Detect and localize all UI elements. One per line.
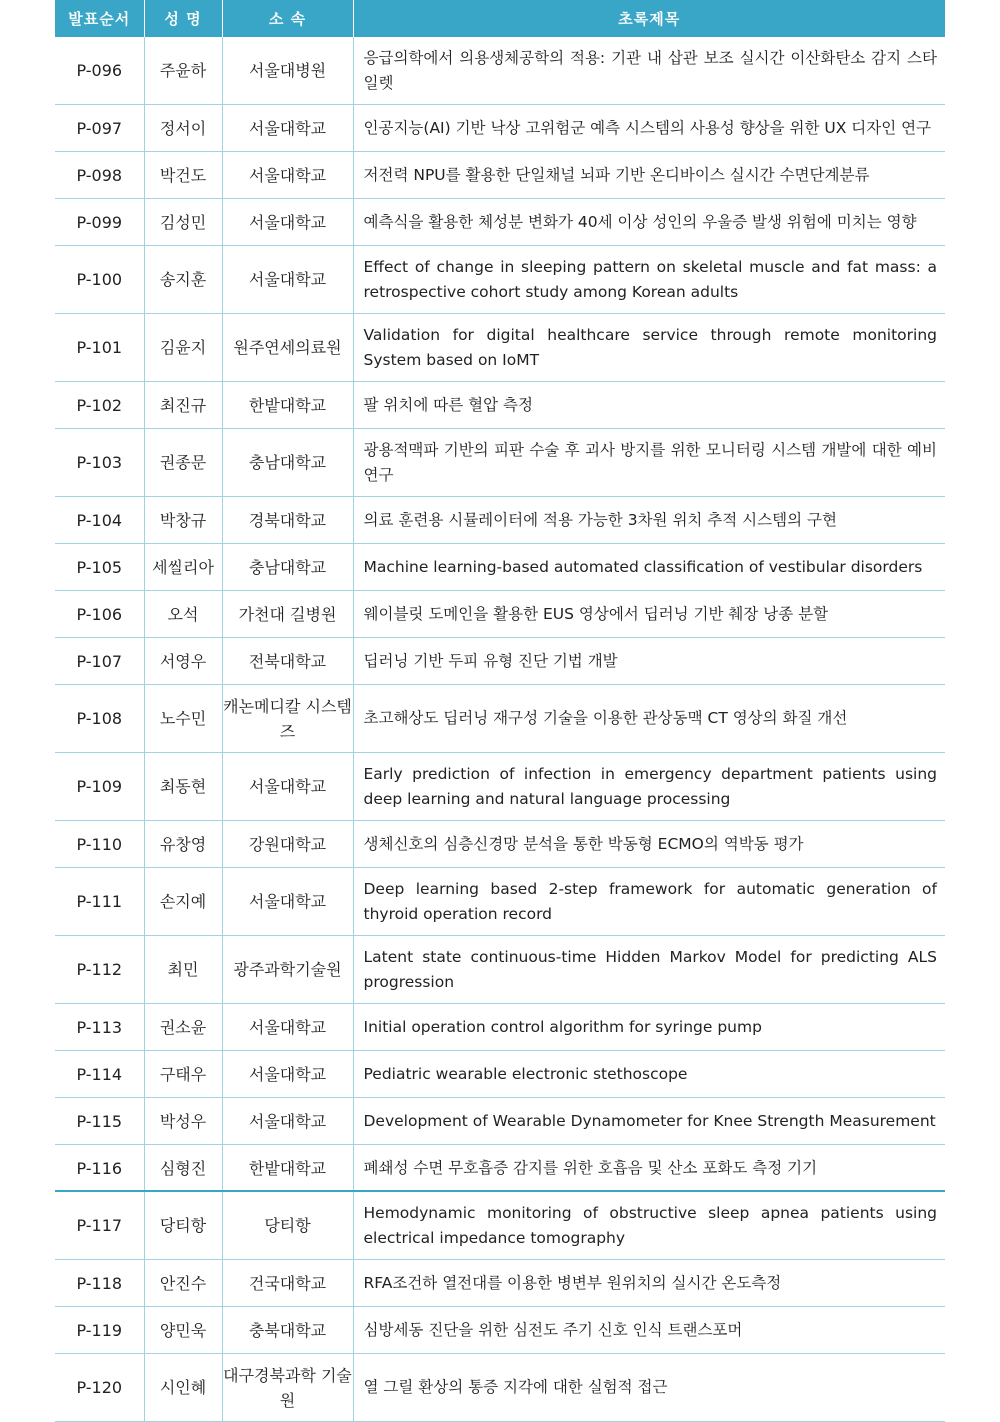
presenter-name-cell: 송지훈 bbox=[144, 246, 222, 314]
table-row bbox=[55, 1307, 945, 1354]
presentation-order-cell: P-103 bbox=[55, 429, 144, 497]
affiliation-cell: 당티항 bbox=[222, 1192, 353, 1260]
presentation-order-cell: P-119 bbox=[55, 1307, 144, 1354]
table-row bbox=[55, 429, 945, 497]
affiliation-cell: 전북대학교 bbox=[222, 638, 353, 685]
abstract-title-cell: 인공지능(AI) 기반 낙상 고위험군 예측 시스템의 사용성 향상을 위한 UX 디자인 연구 bbox=[353, 105, 945, 152]
presentation-order-cell: P-114 bbox=[55, 1051, 144, 1098]
presenter-name-cell: 최진규 bbox=[144, 382, 222, 429]
presenter-name-cell: 구태우 bbox=[144, 1051, 222, 1098]
abstract-title-cell: Initial operation control algorithm for syringe pump bbox=[353, 1004, 945, 1051]
presenter-name-cell: 권종문 bbox=[144, 429, 222, 497]
table-row bbox=[55, 105, 945, 152]
table-row bbox=[55, 638, 945, 685]
presenter-name-cell: 유창영 bbox=[144, 821, 222, 868]
abstract-title-cell: 의료 훈련용 시뮬레이터에 적용 가능한 3차원 위치 추적 시스템의 구현 bbox=[353, 497, 945, 544]
table-row bbox=[55, 821, 945, 868]
abstract-title-cell: 광용적맥파 기반의 피판 수술 후 괴사 방지를 위한 모니터링 시스템 개발에 대한 예비연구 bbox=[353, 429, 945, 497]
header-abstract-title: 초록제목 bbox=[353, 0, 945, 37]
presentation-order-cell: P-120 bbox=[55, 1354, 144, 1422]
affiliation-cell: 서울대학교 bbox=[222, 1004, 353, 1051]
presentation-order-cell: P-099 bbox=[55, 199, 144, 246]
table-row bbox=[55, 868, 945, 936]
presenter-name-cell: 김성민 bbox=[144, 199, 222, 246]
affiliation-cell: 한밭대학교 bbox=[222, 382, 353, 429]
presenter-name-cell: 주윤하 bbox=[144, 37, 222, 105]
table-row bbox=[55, 1145, 945, 1192]
abstract-title-cell: Latent state continuous-time Hidden Markov Model for predicting ALS progression bbox=[353, 936, 945, 1004]
table-row bbox=[55, 1192, 945, 1260]
presentation-order-cell: P-116 bbox=[55, 1145, 144, 1192]
presenter-name-cell: 손지예 bbox=[144, 868, 222, 936]
table-row bbox=[55, 152, 945, 199]
header-affiliation: 소 속 bbox=[222, 0, 353, 37]
abstract-title-cell: 예측식을 활용한 체성분 변화가 40세 이상 성인의 우울증 발생 위험에 미치는 영향 bbox=[353, 199, 945, 246]
table-header bbox=[55, 0, 945, 37]
presenter-name-cell: 정서이 bbox=[144, 105, 222, 152]
abstract-title-cell: Deep learning based 2-step framework for automatic generation of thyroid operation record bbox=[353, 868, 945, 936]
abstract-title-cell: 팔 위치에 따른 혈압 측정 bbox=[353, 382, 945, 429]
table-row bbox=[55, 497, 945, 544]
presenter-name-cell: 심형진 bbox=[144, 1145, 222, 1192]
abstract-title-cell: 초고해상도 딥러닝 재구성 기술을 이용한 관상동맥 CT 영상의 화질 개선 bbox=[353, 685, 945, 753]
presenter-name-cell: 최민 bbox=[144, 936, 222, 1004]
presentation-order-cell: P-098 bbox=[55, 152, 144, 199]
abstract-title-cell: Machine learning-based automated classification of vestibular disorders bbox=[353, 544, 945, 591]
abstract-title-cell: 열 그릴 환상의 통증 지각에 대한 실험적 접근 bbox=[353, 1354, 945, 1422]
table-row bbox=[55, 314, 945, 382]
affiliation-cell: 대구경북과학 기술원 bbox=[222, 1354, 353, 1422]
table-row bbox=[55, 591, 945, 638]
presenter-name-cell: 김윤지 bbox=[144, 314, 222, 382]
presentation-order-cell: P-101 bbox=[55, 314, 144, 382]
header-name: 성 명 bbox=[144, 0, 222, 37]
presenter-name-cell: 안진수 bbox=[144, 1260, 222, 1307]
presentation-order-cell: P-100 bbox=[55, 246, 144, 314]
table-row bbox=[55, 1354, 945, 1422]
poster-abstract-table bbox=[55, 0, 945, 1422]
presentation-order-cell: P-118 bbox=[55, 1260, 144, 1307]
table-row bbox=[55, 1260, 945, 1307]
affiliation-cell: 가천대 길병원 bbox=[222, 591, 353, 638]
presentation-order-cell: P-115 bbox=[55, 1098, 144, 1145]
table-row bbox=[55, 246, 945, 314]
affiliation-cell: 경북대학교 bbox=[222, 497, 353, 544]
affiliation-cell: 서울대학교 bbox=[222, 1051, 353, 1098]
table-row bbox=[55, 753, 945, 821]
presentation-order-cell: P-104 bbox=[55, 497, 144, 544]
abstract-title-cell: 심방세동 진단을 위한 심전도 주기 신호 인식 트랜스포머 bbox=[353, 1307, 945, 1354]
abstract-title-cell: Pediatric wearable electronic stethoscope bbox=[353, 1051, 945, 1098]
abstract-table-container bbox=[55, 0, 945, 1422]
presenter-name-cell: 당티항 bbox=[144, 1192, 222, 1260]
table-row bbox=[55, 382, 945, 429]
presenter-name-cell: 오석 bbox=[144, 591, 222, 638]
header-order: 발표순서 bbox=[55, 0, 144, 37]
presentation-order-cell: P-117 bbox=[55, 1192, 144, 1260]
presentation-order-cell: P-096 bbox=[55, 37, 144, 105]
presenter-name-cell: 박건도 bbox=[144, 152, 222, 199]
table-row bbox=[55, 37, 945, 105]
abstract-title-cell: 응급의학에서 의용생체공학의 적용: 기관 내 삽관 보조 실시간 이산화탄소 감지 스타일렛 bbox=[353, 37, 945, 105]
table-row bbox=[55, 1051, 945, 1098]
affiliation-cell: 광주과학기술원 bbox=[222, 936, 353, 1004]
abstract-title-cell: Effect of change in sleeping pattern on skeletal muscle and fat mass: a retrospective cohort study among Korean adults bbox=[353, 246, 945, 314]
affiliation-cell: 서울대학교 bbox=[222, 1098, 353, 1145]
abstract-title-cell: 생체신호의 심층신경망 분석을 통한 박동형 ECMO의 역박동 평가 bbox=[353, 821, 945, 868]
table-row bbox=[55, 199, 945, 246]
table-row bbox=[55, 936, 945, 1004]
abstract-title-cell: Development of Wearable Dynamometer for Knee Strength Measurement bbox=[353, 1098, 945, 1145]
presenter-name-cell: 권소윤 bbox=[144, 1004, 222, 1051]
affiliation-cell: 서울대학교 bbox=[222, 105, 353, 152]
affiliation-cell: 건국대학교 bbox=[222, 1260, 353, 1307]
affiliation-cell: 강원대학교 bbox=[222, 821, 353, 868]
affiliation-cell: 충남대학교 bbox=[222, 429, 353, 497]
affiliation-cell: 원주연세의료원 bbox=[222, 314, 353, 382]
affiliation-cell: 캐논메디칼 시스템즈 bbox=[222, 685, 353, 753]
table-bottom-rule bbox=[55, 1190, 945, 1192]
presentation-order-cell: P-111 bbox=[55, 868, 144, 936]
abstract-title-cell: RFA조건하 열전대를 이용한 병변부 원위치의 실시간 온도측정 bbox=[353, 1260, 945, 1307]
presenter-name-cell: 박성우 bbox=[144, 1098, 222, 1145]
presentation-order-cell: P-113 bbox=[55, 1004, 144, 1051]
presentation-order-cell: P-112 bbox=[55, 936, 144, 1004]
affiliation-cell: 충남대학교 bbox=[222, 544, 353, 591]
presentation-order-cell: P-107 bbox=[55, 638, 144, 685]
abstract-title-cell: Early prediction of infection in emergency department patients using deep learning and natural language processing bbox=[353, 753, 945, 821]
presenter-name-cell: 박창규 bbox=[144, 497, 222, 544]
table-row bbox=[55, 1098, 945, 1145]
abstract-title-cell: 웨이블릿 도메인을 활용한 EUS 영상에서 딥러닝 기반 췌장 낭종 분할 bbox=[353, 591, 945, 638]
table-body bbox=[55, 37, 945, 1422]
presentation-order-cell: P-109 bbox=[55, 753, 144, 821]
presenter-name-cell: 세씰리아 bbox=[144, 544, 222, 591]
affiliation-cell: 서울대학교 bbox=[222, 246, 353, 314]
affiliation-cell: 충북대학교 bbox=[222, 1307, 353, 1354]
presenter-name-cell: 노수민 bbox=[144, 685, 222, 753]
presenter-name-cell: 시인혜 bbox=[144, 1354, 222, 1422]
presentation-order-cell: P-097 bbox=[55, 105, 144, 152]
abstract-title-cell: 딥러닝 기반 두피 유형 진단 기법 개발 bbox=[353, 638, 945, 685]
abstract-title-cell: Validation for digital healthcare service through remote monitoring System based on IoMT bbox=[353, 314, 945, 382]
affiliation-cell: 서울대학교 bbox=[222, 152, 353, 199]
presenter-name-cell: 양민욱 bbox=[144, 1307, 222, 1354]
presenter-name-cell: 서영우 bbox=[144, 638, 222, 685]
affiliation-cell: 한밭대학교 bbox=[222, 1145, 353, 1192]
presentation-order-cell: P-105 bbox=[55, 544, 144, 591]
abstract-title-cell: Hemodynamic monitoring of obstructive sleep apnea patients using electrical impedance tomography bbox=[353, 1192, 945, 1260]
affiliation-cell: 서울대학교 bbox=[222, 868, 353, 936]
presentation-order-cell: P-108 bbox=[55, 685, 144, 753]
abstract-title-cell: 폐쇄성 수면 무호흡증 감지를 위한 호흡음 및 산소 포화도 측정 기기 bbox=[353, 1145, 945, 1192]
table-row bbox=[55, 1004, 945, 1051]
table-row bbox=[55, 544, 945, 591]
presentation-order-cell: P-102 bbox=[55, 382, 144, 429]
affiliation-cell: 서울대학교 bbox=[222, 199, 353, 246]
presentation-order-cell: P-106 bbox=[55, 591, 144, 638]
affiliation-cell: 서울대학교 bbox=[222, 753, 353, 821]
table-row bbox=[55, 685, 945, 753]
presentation-order-cell: P-110 bbox=[55, 821, 144, 868]
abstract-title-cell: 저전력 NPU를 활용한 단일채널 뇌파 기반 온디바이스 실시간 수면단계분류 bbox=[353, 152, 945, 199]
affiliation-cell: 서울대병원 bbox=[222, 37, 353, 105]
presenter-name-cell: 최동현 bbox=[144, 753, 222, 821]
